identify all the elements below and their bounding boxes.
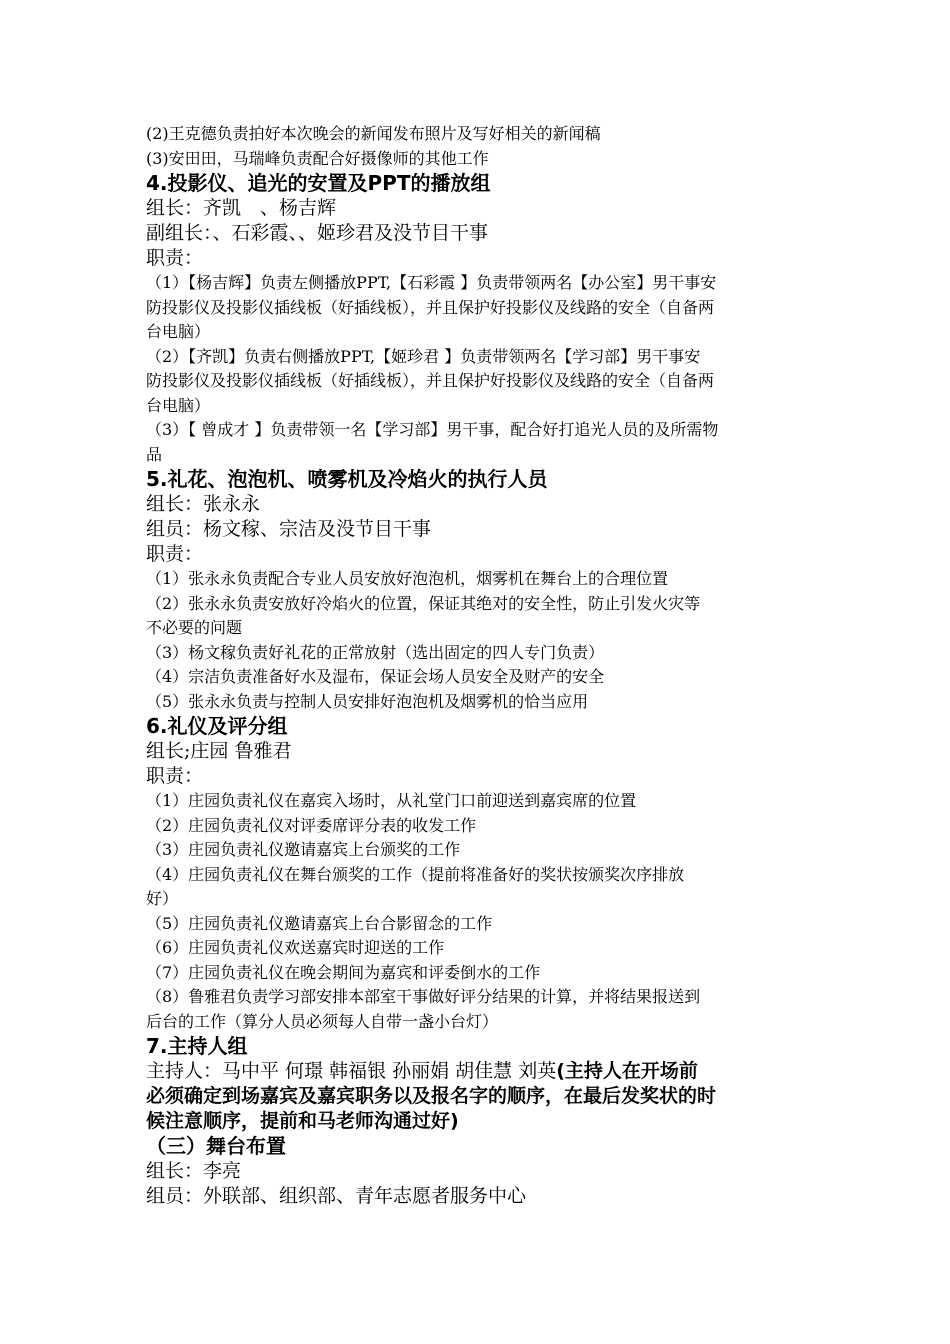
section-5-line: （4）宗洁负责准备好水及湿布，保证会场人员安全及财产的安全	[146, 667, 605, 686]
section-6-line: （7）庄园负责礼仪在晚会期间为嘉宾和评委倒水的工作	[146, 962, 541, 982]
section-5-line: 不必要的问题	[146, 618, 243, 637]
section-6-heading: 6.礼仪及评分组	[146, 714, 288, 738]
section-4-line: 台电脑）	[146, 322, 211, 341]
section-7-heading: 7.主持人组	[146, 1034, 248, 1058]
section-5-leader: 组长：张永永	[146, 493, 261, 515]
section-6-line: 后台的工作（算分人员必须每人自带一盏小台灯）	[146, 1011, 499, 1031]
section-stage-leader: 组长：李亮	[146, 1160, 242, 1182]
section-6-line: （2）庄园负责礼仪对评委席评分表的收发工作	[146, 815, 477, 835]
section-4-duty-label: 职责：	[146, 247, 204, 269]
section-4-line: 品	[146, 444, 163, 464]
section-5-heading: 5.礼花、泡泡机、喷雾机及冷焰火的执行人员	[146, 467, 548, 491]
section-4-leader: 组长：齐凯 、杨吉辉	[146, 197, 337, 219]
section-7-note-cont: 必须确定到场嘉宾及嘉宾职务以及报名字的顺序，在最后发奖状的时	[146, 1085, 717, 1107]
section-4-line: 防投影仪及投影仪插线板（好插线板），并且保护好投影仪及线路的安全（自备两	[146, 297, 715, 317]
section-6-line: （5）庄园负责礼仪邀请嘉宾上台合影留念的工作	[146, 913, 493, 933]
section-5-line: （3）杨文稼负责好礼花的正常放射（选出固定的四人专门负责）	[146, 642, 605, 662]
s3-item-3: (3)安田田，马瑞峰负责配合好摄像师的其他工作	[146, 148, 489, 168]
section-7-hosts: 主持人：马中平 何璟 韩福银 孙丽娟 胡佳慧 刘英	[146, 1060, 557, 1082]
section-stage-members: 组员：外联部、组织部、青年志愿者服务中心	[146, 1185, 527, 1207]
section-4-vice-leader: 副组长：、石彩霞、、姬珍君及没节目干事	[146, 222, 489, 244]
section-5-line: （5）张永永负责与控制人员安排好泡泡机及烟雾机的恰当应用	[146, 691, 589, 711]
section-4-line: （1）【杨吉辉】负责左侧播放PPT,【石彩霞 】负责带领两名【办公室】男干事安	[146, 273, 717, 292]
section-6-line: （3）庄园负责礼仪邀请嘉宾上台颁奖的工作	[146, 840, 461, 859]
section-6-leader: 组长;庄园 鲁雅君	[146, 740, 292, 762]
section-5-line: （1）张永永负责配合专业人员安放好泡泡机，烟雾机在舞台上的合理位置	[146, 569, 669, 588]
section-stage-heading: （三）舞台布置	[146, 1134, 286, 1158]
section-7-note-start: (主持人在开场前	[556, 1060, 698, 1082]
section-4-line: 台电脑）	[146, 395, 211, 415]
section-5-duty-label: 职责：	[146, 543, 204, 565]
section-6-line: （8）鲁雅君负责学习部安排本部室干事做好评分结果的计算，并将结果报送到	[146, 987, 701, 1006]
section-6-line: 好）	[146, 889, 179, 908]
section-6-duty-label: 职责：	[146, 765, 204, 787]
section-4-heading: 4.投影仪、追光的安置及PPT的播放组	[146, 171, 491, 195]
section-4-line: （3）【 曾成才 】负责带领一名【学习部】男干事，配合好打追光人员的及所需物	[146, 420, 719, 439]
section-5-line: （2）张永永负责安放好冷焰火的位置，保证其绝对的安全性，防止引发火灾等	[146, 593, 701, 613]
section-6-line: （1）庄园负责礼仪在嘉宾入场时，从礼堂门口前迎送到嘉宾席的位置	[146, 791, 637, 810]
section-4-line: （2）【齐凯】负责右侧播放PPT,【姬珍君 】负责带领两名【学习部】男干事安	[146, 346, 701, 366]
section-7-note-end: 候注意顺序，提前和马老师沟通过好)	[146, 1110, 459, 1132]
section-6-line: （4）庄园负责礼仪在舞台颁奖的工作（提前将准备好的奖状按颁奖次序排放	[146, 864, 685, 884]
section-6-line: （6）庄园负责礼仪欢送嘉宾时迎送的工作	[146, 938, 445, 957]
section-4-line: 防投影仪及投影仪插线板（好插线板），并且保护好投影仪及线路的安全（自备两	[146, 371, 715, 390]
section-7-hosts-line	[146, 1059, 810, 1084]
section-5-members: 组员：杨文稼、宗洁及没节目干事	[146, 518, 432, 540]
document-body	[146, 122, 810, 1209]
s3-item-2: (2)王克德负责拍好本次晚会的新闻发布照片及写好相关的新闻稿	[146, 124, 601, 143]
